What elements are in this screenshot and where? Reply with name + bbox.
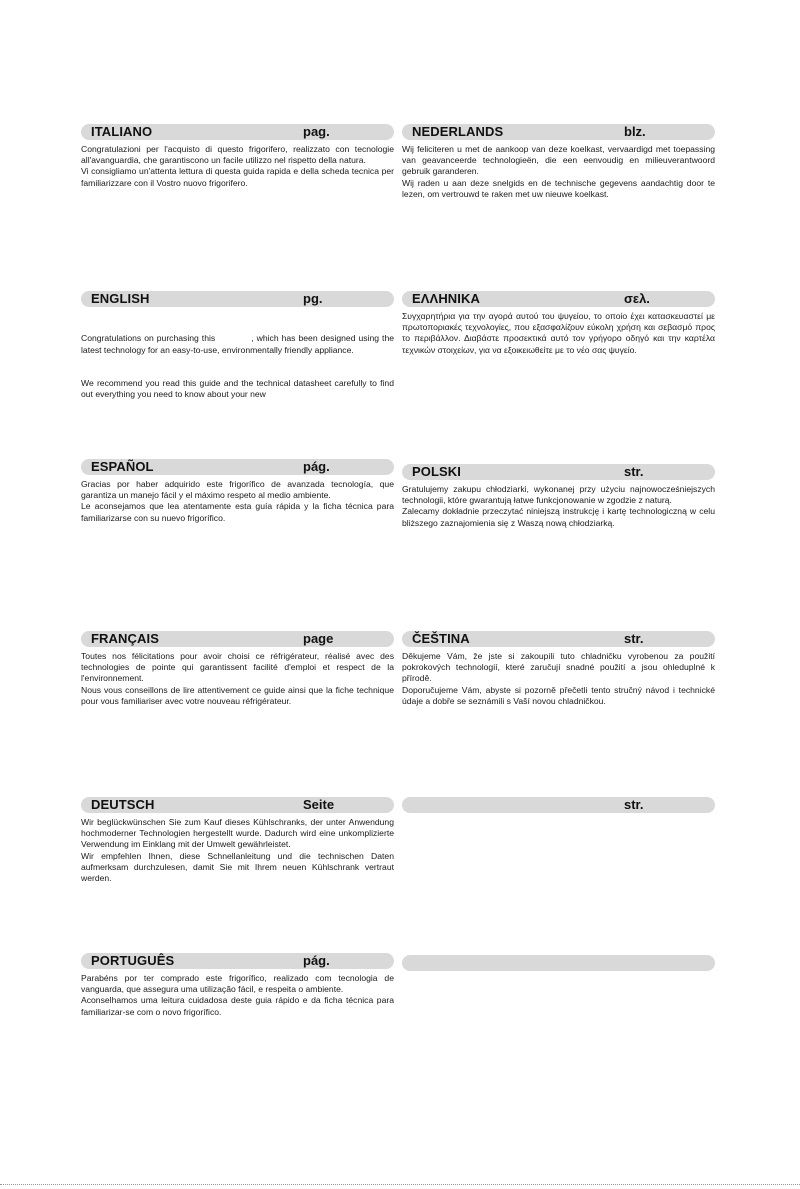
body-paragraph: Wij feliciteren u met de aankoop van deze koelkast, vervaardigd met toepassing van geavanceerde technologieën, die een eenvoudig en milieuverantwoord gebruik garanderen. [402,144,715,177]
page-label: pág. [303,459,330,474]
page-label: pg. [303,291,323,306]
section-title: FRANÇAIS [91,631,159,646]
page-label: str. [624,464,644,479]
section-body [81,817,394,884]
section-header-bar [402,291,715,307]
page-label: page [303,631,334,646]
section-deutsch [81,797,394,884]
section-header-bar [81,631,394,647]
bottom-dotted-rule [0,1184,800,1185]
section-body [402,144,715,200]
section-cestina [402,631,715,707]
body-paragraph: Zalecamy dokładnie przeczytać niniejszą instrukcję i kartę technologiczną w celu bliższego zaznajomienia się z Waszą nową chłodziarką. [402,506,715,528]
body-paragraph: We recommend you read this guide and the technical datasheet carefully to find out everything you need to know about your new [81,378,397,400]
body-paragraph: Nous vous conseillons de lire attentivement ce guide ainsi que la fiche technique pour vous familiariser avec votre nouveau réfrigérateur. [81,684,394,706]
section-ellinika [402,291,715,356]
body-paragraph: Le aconsejamos que lea atentamente esta guía rápida y la ficha técnica para familiarizarse con su nuevo frigorífico. [81,501,394,523]
section-header-bar [81,459,394,475]
section-body [81,311,397,423]
section-title: ČEŠTINA [412,631,470,646]
section-body [81,479,394,524]
page-label: σελ. [624,291,650,306]
body-paragraph: Gracias por haber adquirido este frigorífico de avanzada tecnología, que garantiza un manejo fácil y el máximo respeto al medio ambiente. [81,479,394,501]
section-header-bar [81,797,394,813]
section-body [402,484,715,529]
page-label: pág. [303,953,330,968]
section-header-bar [402,797,715,813]
page-label: str. [624,631,644,646]
section-header-bar [402,124,715,140]
body-paragraph: Aconselhamos uma leitura cuidadosa deste guia rápido e da ficha técnica para familiarizar-se com o novo frigorífico. [81,995,394,1017]
section-title: DEUTSCH [91,797,155,812]
section-body [402,311,715,356]
section-header-bar [81,124,394,140]
section-italiano [81,124,394,189]
body-paragraph: Wij raden u aan deze snelgids en de technische gegevens aandachtig door te lezen, om vertrouwd te raken met uw nieuwe koelkast. [402,177,715,199]
section-title: POLSKI [412,464,461,479]
section-portugues [81,953,394,1018]
section-header-bar [402,631,715,647]
section-header-bar [81,953,394,969]
section-espanol [81,459,394,524]
body-paragraph: Συγχαρητήρια για την αγορά αυτού του ψυγείου, το οποίο έχει κατασκευαστεί με πρωτοποριακές τεχνολογίες, που εξασφαλίζουν εύκολη χρήση και σεβασμό προς το περιβάλλον. Διαβάστε προσεκτικά αυτό τον γρήγορο οδηγό και την καρτέλα τεχνικών στοιχείων, για να εξοικειωθείτε με το νέο σας ψυγείο. [402,311,715,355]
page-label: str. [624,797,644,812]
section-blank [402,955,715,971]
section-body [81,973,394,1018]
body-paragraph: Vi consigliamo un'attenta lettura di questa guida rapida e della scheda tecnica per familiarizzare con il Vostro nuovo frigorifero. [81,166,394,188]
section-header-bar [81,291,394,307]
section-body [81,651,394,707]
section-title: ENGLISH [91,291,150,306]
body-paragraph: Děkujeme Vám, že jste si zakoupili tuto chladničku vyrobenou za použití pokrokových technologií, které zaručují snadné použití a jsou ohleduplné k přírodě. [402,651,715,684]
body-paragraph: Parabéns por ter comprado este frigorífico, realizado com tecnologia de vanguarda, que assegura uma utilização fácil, e respeita o ambiente. [81,973,394,995]
section-body [81,144,394,189]
page-label: pag. [303,124,330,139]
section-title: ESPAÑOL [91,459,154,474]
body-paragraph: Toutes nos félicitations pour avoir choisi ce réfrigérateur, réalisé avec des technologies de pointe qui garantissent facilité d'emploi et respect de la l'environnement. [81,651,394,684]
body-paragraph: Doporučujeme Vám, abyste si pozorně přečetli tento stručný návod i technické údaje a dobře se seznámili s Vaší novou chladničkou. [402,684,715,706]
section-header-bar [402,955,715,971]
section-blank-str [402,797,715,813]
page-label: Seite [303,797,335,812]
section-nederlands [402,124,715,200]
section-english [81,291,397,423]
section-header-bar [402,464,715,480]
section-title: NEDERLANDS [412,124,504,139]
section-title: ITALIANO [91,124,153,139]
body-paragraph: Wir beglückwünschen Sie zum Kauf dieses Kühlschranks, der unter Anwendung hochmoderner Technologien hergestellt wurde. Dadurch wird eine unkomplizierte Verwendung im Einklang mit der Umwelt gewährleistet. [81,817,394,850]
section-body [402,651,715,707]
page-label: blz. [624,124,646,139]
body-paragraph: Congratulations on purchasing this , which has been designed using the latest technology for an easy-to-use, environmentally friendly appliance. [81,333,397,355]
section-polski [402,464,715,529]
section-title: ΕΛΛΗΝΙΚΑ [412,291,480,306]
section-title: PORTUGUÊS [91,953,175,968]
body-paragraph: Congratulazioni per l'acquisto di questo frigorifero, realizzato con tecnologie all'avanguardia, che garantiscono un facile utilizzo nel rispetto della natura. [81,144,394,166]
section-francais [81,631,394,707]
body-paragraph: Gratulujemy zakupu chłodziarki, wykonanej przy użyciu najnowocześniejszych technologii, które gwarantują łatwe funkcjonowanie w zgodzie z naturą. [402,484,715,506]
body-paragraph: Wir empfehlen Ihnen, diese Schnellanleitung und die technischen Daten aufmerksam durchzulesen, damit Sie mit Ihrem neuen Kühlschrank vertraut werden. [81,850,394,884]
